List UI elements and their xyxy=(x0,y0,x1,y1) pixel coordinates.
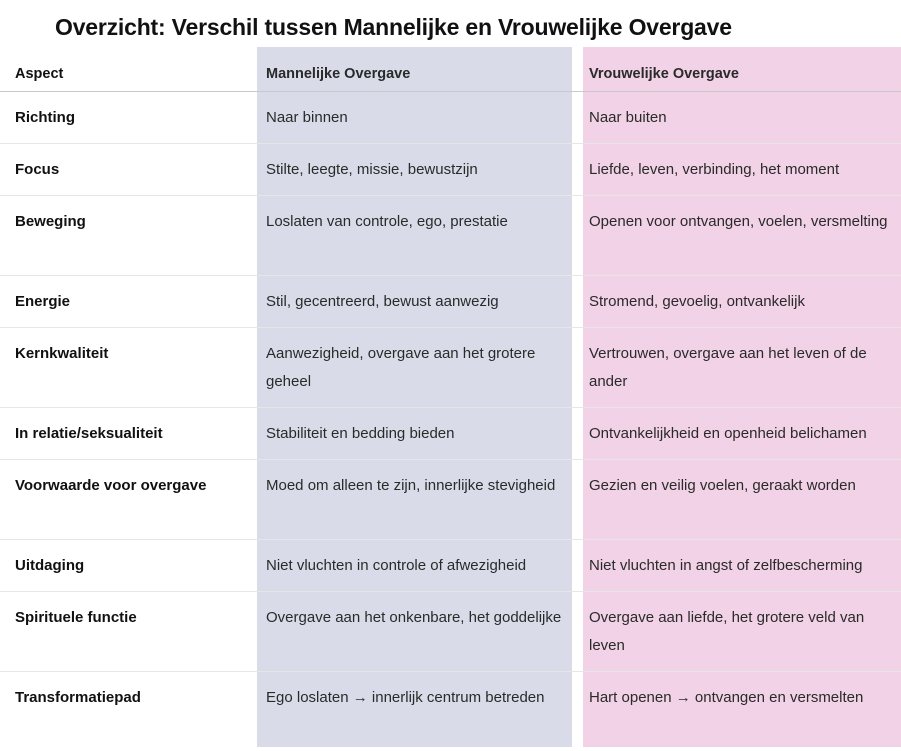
cell-men: Overgave aan het onkenbare, het goddelijke xyxy=(257,591,572,671)
cell-aspect: In relatie/seksualiteit xyxy=(0,407,257,459)
header-aspect: Aspect xyxy=(0,47,257,91)
table-row xyxy=(0,143,901,195)
table-row xyxy=(0,591,901,671)
cell-aspect: Focus xyxy=(0,143,257,195)
cell-women: Overgave aan liefde, het grotere veld van leven xyxy=(583,591,901,671)
cell-men: Naar binnen xyxy=(257,91,572,143)
page-title: Overzicht: Verschil tussen Mannelijke en Vrouwelijke Overgave xyxy=(55,14,732,40)
header-women: Vrouwelijke Overgave xyxy=(583,47,901,91)
cell-women: Stromend, gevoelig, ontvankelijk xyxy=(583,275,901,327)
cell-aspect: Energie xyxy=(0,275,257,327)
header-men: Mannelijke Overgave xyxy=(257,47,572,91)
cell-aspect: Transformatiepad xyxy=(15,688,141,706)
comparison-table xyxy=(0,47,901,751)
cell-aspect: Richting xyxy=(0,91,257,143)
cell-men: Stil, gecentreerd, bewust aanwezig xyxy=(257,275,572,327)
table-row xyxy=(0,459,901,539)
table-row xyxy=(0,407,901,459)
cell-men: Aanwezigheid, overgave aan het grotere geheel xyxy=(257,327,572,407)
cell-men: Niet vluchten in controle of afwezigheid xyxy=(257,539,572,591)
table-row xyxy=(0,275,901,327)
table-row xyxy=(0,327,901,407)
cell-men: Stilte, leegte, missie, bewustzijn xyxy=(257,143,572,195)
cell-women: Niet vluchten in angst of zelfbescherming xyxy=(583,539,901,591)
cell-women: Liefde, leven, verbinding, het moment xyxy=(583,143,901,195)
table-header-row xyxy=(0,47,901,91)
cell-women: Ontvankelijkheid en openheid belichamen xyxy=(583,407,901,459)
cell-men: Stabiliteit en bedding bieden xyxy=(257,407,572,459)
cell-women: Hart openen → ontvangen en versmelten xyxy=(589,688,864,706)
cell-women: Naar buiten xyxy=(583,91,901,143)
cell-men: Ego loslaten → innerlijk centrum betreden xyxy=(266,688,545,706)
cell-aspect: Voorwaarde voor overgave xyxy=(0,459,257,539)
cell-aspect: Spirituele functie xyxy=(0,591,257,671)
table-row xyxy=(0,195,901,275)
table-row xyxy=(0,539,901,591)
cell-aspect: Beweging xyxy=(0,195,257,275)
cell-men: Moed om alleen te zijn, innerlijke stevigheid xyxy=(257,459,572,539)
table-row xyxy=(0,91,901,143)
cell-women: Gezien en veilig voelen, geraakt worden xyxy=(583,459,901,539)
cell-women: Openen voor ontvangen, voelen, versmelting xyxy=(583,195,901,275)
cell-aspect: Kernkwaliteit xyxy=(0,327,257,407)
cell-women: Vertrouwen, overgave aan het leven of de ander xyxy=(583,327,901,407)
cell-aspect: Uitdaging xyxy=(0,539,257,591)
table-row xyxy=(0,671,901,751)
cell-men: Loslaten van controle, ego, prestatie xyxy=(257,195,572,275)
